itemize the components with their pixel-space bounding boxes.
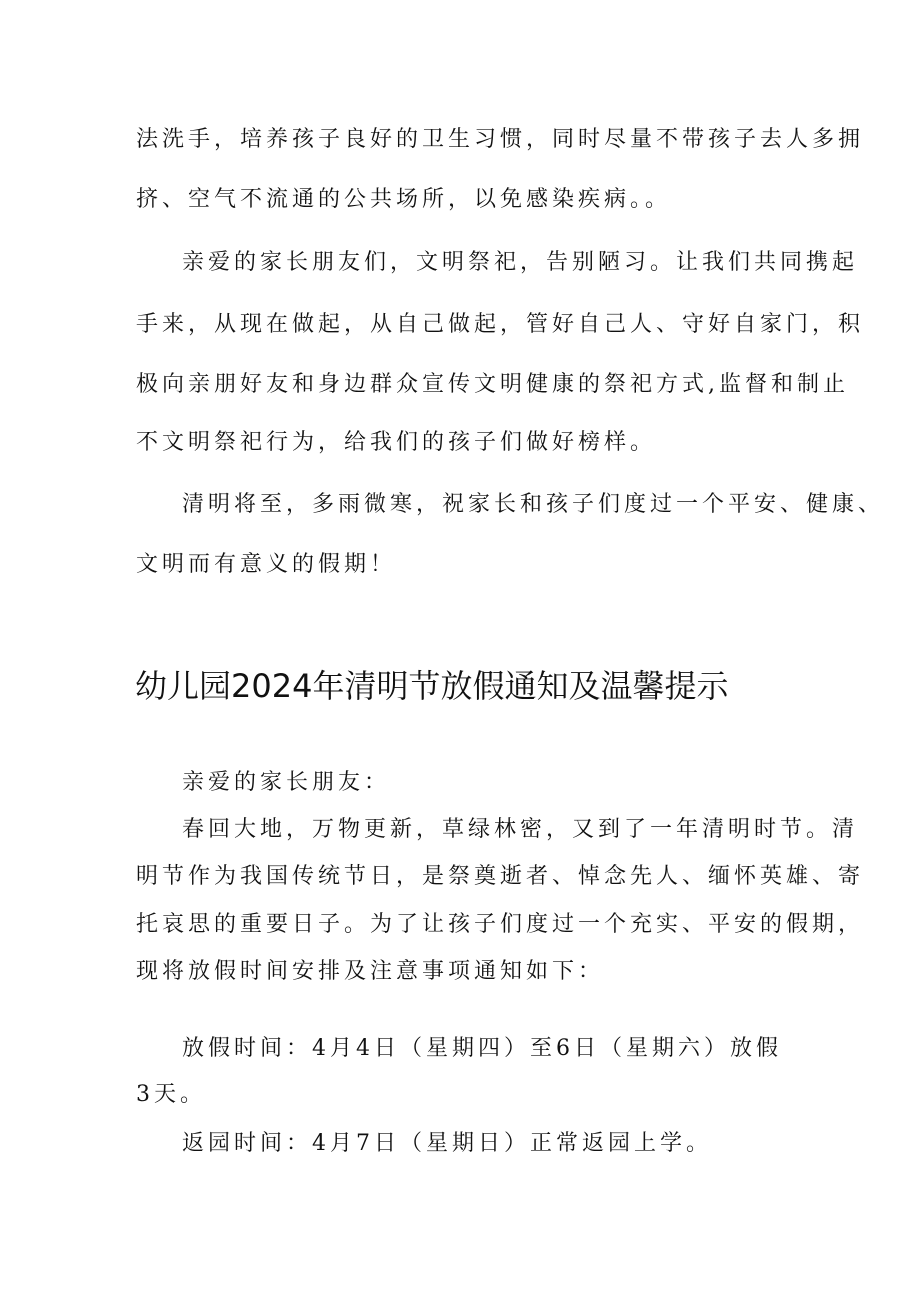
- document-title: 幼儿园2024年清明节放假通知及温馨提示: [135, 667, 729, 705]
- paragraph-line: 不文明祭祀行为，给我们的孩子们做好榜样。: [136, 430, 657, 455]
- greeting-line: 亲爱的家长朋友：: [182, 770, 391, 795]
- paragraph-line: 亲爱的家长朋友们，文明祭祀，告别陋习。让我们共同携起: [182, 250, 859, 275]
- paragraph-line: 手来，从现在做起，从自己做起，管好自己人、守好自家门，积: [136, 312, 865, 337]
- paragraph-line: 现将放假时间安排及注意事项通知如下：: [136, 959, 605, 984]
- paragraph-line: 文明而有意义的假期！: [136, 552, 397, 577]
- paragraph-line: 明节作为我国传统节日，是祭奠逝者、悼念先人、缅怀英雄、寄: [136, 864, 865, 889]
- paragraph-line: 托哀思的重要日子。为了让孩子们度过一个充实、平安的假期，: [136, 912, 865, 937]
- paragraph-line: 法洗手，培养孩子良好的卫生习惯，同时尽量不带孩子去人多拥: [136, 127, 865, 152]
- paragraph-line: 春回大地，万物更新，草绿林密，又到了一年清明时节。清: [182, 817, 859, 842]
- paragraph-line: 挤、空气不流通的公共场所，以免感染疾病。。: [136, 187, 672, 212]
- paragraph-line: 清明将至，多雨微寒，祝家长和孩子们度过一个平安、健康、: [182, 492, 885, 517]
- holiday-time-line: 3天。: [136, 1082, 206, 1107]
- return-time-line: 返园时间：4月7日（星期日）正常返园上学。: [182, 1131, 712, 1156]
- paragraph-line: 极向亲朋好友和身边群众宣传文明健康的祭祀方式,监督和制止: [136, 372, 849, 397]
- holiday-time-line: 放假时间：4月4日（星期四）至6日（星期六）放假: [182, 1036, 782, 1061]
